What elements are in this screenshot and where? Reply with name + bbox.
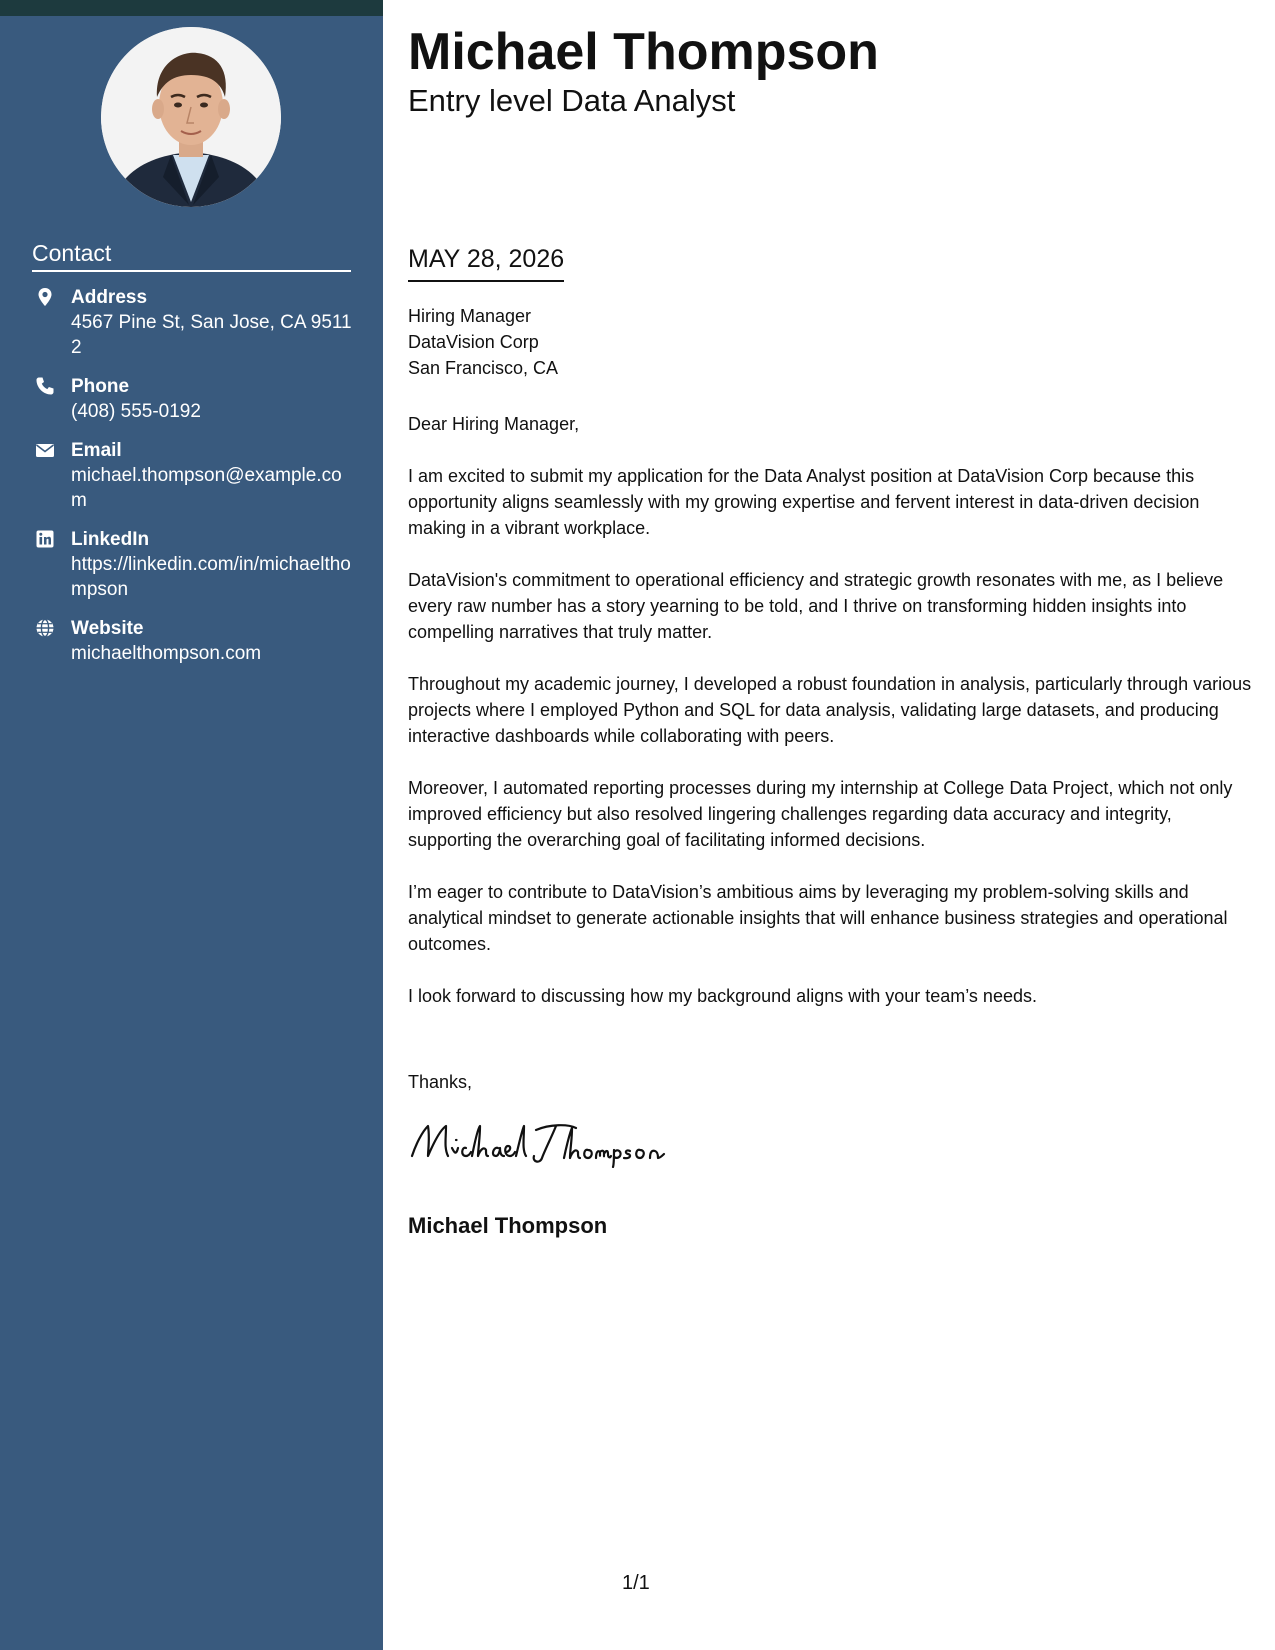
globe-icon — [35, 618, 55, 638]
linkedin-icon — [35, 529, 55, 549]
contact-website — [32, 616, 352, 666]
page-number: 1/1 — [622, 1572, 650, 1594]
salutation: Dear Hiring Manager, — [408, 414, 580, 434]
contact-address — [32, 285, 352, 360]
letter-paragraph: I’m eager to contribute to DataVision’s ambitious aims by leveraging my problem-solving skills and analytical mindset to generate actionable insights that will enhance business strategies and operational outcomes. — [408, 882, 1228, 954]
letter-date: MAY 28, 2026 — [408, 245, 564, 282]
email-label: Email — [71, 440, 122, 461]
linkedin-label: LinkedIn — [71, 529, 150, 550]
avatar — [101, 27, 281, 207]
email-value[interactable]: michael.thompson@example.com — [71, 465, 342, 511]
contact-phone — [32, 374, 352, 424]
contact-list — [32, 285, 352, 680]
envelope-icon — [35, 440, 55, 460]
address-label: Address — [71, 287, 148, 308]
letter-paragraph: I look forward to discussing how my background aligns with your team’s needs. — [408, 986, 1037, 1006]
letter-paragraph: I am excited to submit my application for the Data Analyst position at DataVision Corp because this opportunity aligns seamlessly with my growing expertise and fervent interest in data-driven decision making in a vibrant workplace. — [408, 466, 1200, 538]
linkedin-value[interactable]: https://linkedin.com/in/michaelthompson — [71, 554, 351, 600]
letter-paragraph: DataVision's commitment to operational efficiency and strategic growth resonates with me, as I believe every raw number has a story yearning to be told, and I thrive on transforming hidden insights into compelling narratives that truly matter. — [408, 570, 1224, 642]
location-pin-icon — [35, 287, 55, 307]
letter-paragraph: Throughout my academic journey, I developed a robust foundation in analysis, particularly through various projects where I employed Python and SQL for data analysis, validating large datasets, and producing interactive dashboards while collaborating with peers. — [408, 674, 1252, 746]
letter-paragraph: Moreover, I automated reporting processes during my internship at College Data Project, which not only improved efficiency but also resolved lingering challenges regarding data accuracy and integrity, supporting the overarching goal of facilitating informed decisions. — [408, 778, 1233, 850]
website-label: Website — [71, 618, 144, 639]
phone-label: Phone — [71, 376, 130, 397]
applicant-name: Michael Thompson — [408, 23, 879, 81]
address-value: 4567 Pine St, San Jose, CA 95112 — [71, 312, 352, 358]
letter-body — [408, 411, 1253, 1035]
recipient-line: Hiring Manager — [408, 306, 532, 326]
phone-value[interactable]: (408) 555-0192 — [71, 401, 201, 422]
applicant-title: Entry level Data Analyst — [408, 83, 736, 118]
contact-linkedin — [32, 527, 352, 602]
recipient-block — [408, 303, 558, 381]
website-value[interactable]: michaelthompson.com — [71, 643, 262, 664]
contact-heading: Contact — [32, 240, 351, 272]
sidebar-top-band — [0, 0, 383, 16]
sidebar — [0, 0, 383, 1650]
signer-name: Michael Thompson — [408, 1213, 608, 1238]
handwritten-signature — [408, 1118, 668, 1168]
phone-icon — [35, 376, 55, 396]
recipient-location: San Francisco, CA — [408, 358, 559, 378]
portrait-image — [101, 27, 281, 207]
closing: Thanks, — [408, 1072, 473, 1092]
recipient-company: DataVision Corp — [408, 332, 539, 352]
contact-email — [32, 438, 352, 513]
